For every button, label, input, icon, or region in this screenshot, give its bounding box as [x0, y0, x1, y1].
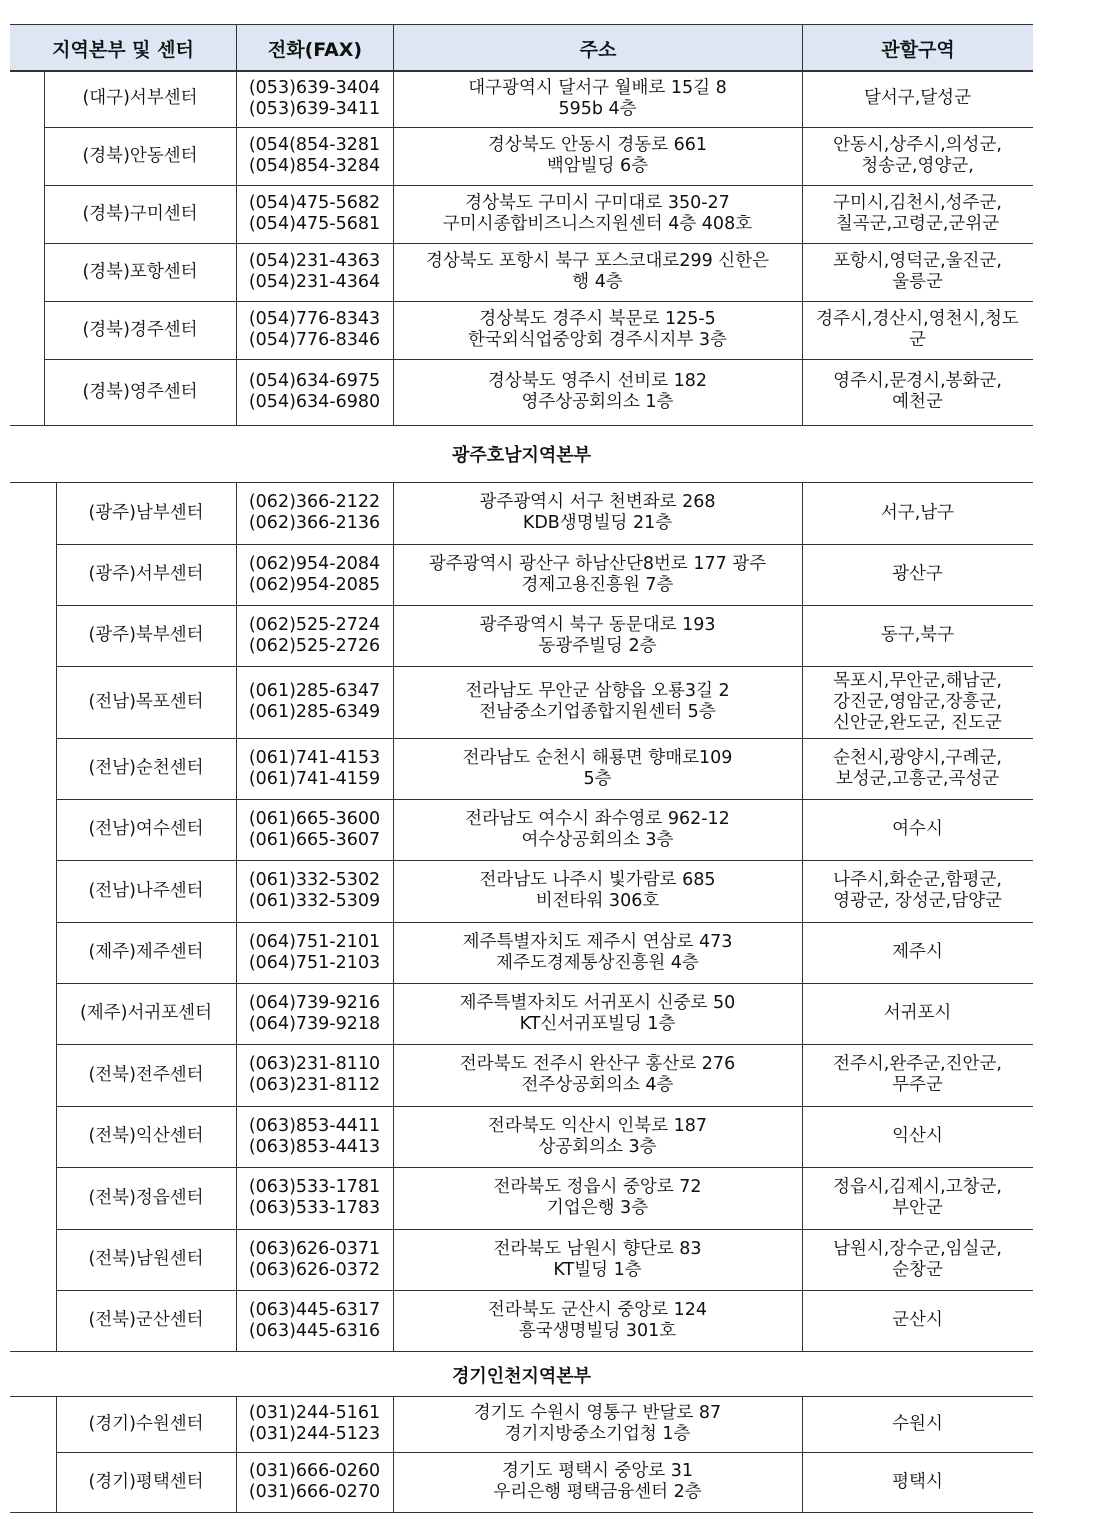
center-phone-line: (062)525-2724 [248, 614, 381, 635]
center-phone [236, 70, 393, 127]
center-name [44, 359, 236, 425]
center-name [56, 1167, 236, 1229]
center-phone-line: (063)533-1781 [248, 1177, 381, 1197]
center-phone [236, 1106, 393, 1167]
center-address [393, 185, 802, 243]
center-name [56, 983, 236, 1044]
center-address [393, 1452, 802, 1512]
center-area-line: 포항시,영덕군,울진군, [833, 251, 1002, 271]
center-phone [236, 1044, 393, 1106]
center-name-line: (제주)서귀포센터 [80, 1003, 212, 1023]
center-phone [236, 359, 393, 425]
center-area [802, 738, 1033, 799]
center-name-line: (경북)영주센터 [82, 381, 198, 402]
center-name [44, 70, 236, 127]
center-phone-line: (054(854-3281 [248, 135, 381, 155]
center-phone [236, 738, 393, 799]
center-phone-line: (061)285-6347 [248, 681, 381, 701]
column-rule [236, 482, 237, 1351]
center-address [393, 482, 802, 544]
center-address-line: KT빌딩 1층 [553, 1259, 642, 1280]
center-phone [236, 1396, 393, 1452]
center-phone-line: (062)366-2136 [248, 513, 381, 533]
center-address-line: 제주특별자치도 제주시 연삼로 473 [462, 931, 733, 952]
center-name [44, 185, 236, 243]
center-phone-line: (054)776-8343 [248, 309, 381, 329]
table-header [10, 24, 1033, 72]
center-address [393, 922, 802, 983]
center-name-line: (대구)서부센터 [82, 88, 198, 108]
center-area-line: 전주시,완주군,진안군, [833, 1054, 1002, 1074]
center-address [393, 1044, 802, 1106]
center-area [802, 301, 1033, 359]
center-address-line: 경상북도 포항시 북구 포스코대로299 신한은 [425, 251, 770, 271]
indent-rule [56, 482, 57, 1351]
center-phone [236, 1229, 393, 1290]
center-phone-line: (064)739-9216 [248, 992, 381, 1013]
center-address-line: 경기지방중소기업청 1층 [504, 1424, 691, 1444]
center-area-line: 제주시 [892, 942, 943, 962]
center-address-line: 5층 [583, 768, 612, 789]
center-phone-line: (031)666-0270 [248, 1482, 381, 1502]
center-address-line: 광주광역시 북구 동문대로 193 [479, 614, 716, 635]
center-phone-line: (031)666-0260 [248, 1461, 381, 1481]
center-address-line: 광주광역시 광산구 하남산단8번로 177 광주 [428, 553, 767, 574]
center-area-line: 남원시,장수군,임실군, [833, 1238, 1002, 1259]
column-rule [393, 1396, 394, 1512]
center-name-line: (전북)전주센터 [88, 1064, 204, 1085]
center-address-line: 전남중소기업종합지원센터 5층 [479, 702, 716, 722]
center-area [802, 482, 1033, 544]
center-area [802, 243, 1033, 301]
center-name-line: (전북)군산센터 [88, 1310, 204, 1330]
center-address-line: 경상북도 구미시 구미대로 350-27 [465, 193, 730, 213]
center-address-line: 전라남도 순천시 해룡면 향매로109 [462, 747, 733, 768]
center-phone-line: (054)231-4363 [248, 251, 381, 271]
center-address-line: 전라남도 나주시 빛가람로 685 [479, 870, 716, 890]
center-address-line: 전라북도 전주시 완산구 홍산로 276 [459, 1054, 736, 1074]
center-phone-line: (053)639-3411 [248, 98, 381, 119]
header-center: 지역본부 및 센터 [52, 38, 194, 61]
center-phone [236, 301, 393, 359]
center-area-line: 영주시,문경시,봉화군, [833, 371, 1002, 391]
center-phone-line: (061)332-5302 [248, 870, 381, 890]
center-phone-line: (054)475-5682 [248, 193, 381, 213]
center-name-line: (전남)여수센터 [88, 819, 204, 839]
header-area: 관할구역 [802, 25, 1033, 71]
center-phone-line: (031)244-5123 [248, 1424, 381, 1444]
center-phone [236, 243, 393, 301]
center-phone-line: (054)634-6980 [248, 392, 381, 412]
center-address-line: 경기도 평택시 중앙로 31 [501, 1461, 694, 1481]
center-phone-line: (062)954-2085 [248, 574, 381, 595]
column-rule [802, 482, 803, 1351]
center-area-line: 경주시,경산시,영천시,청도 [816, 309, 1019, 329]
center-address-line: 전라북도 익산시 인북로 187 [487, 1115, 708, 1136]
center-address [393, 301, 802, 359]
center-area [802, 70, 1033, 127]
center-phone [236, 185, 393, 243]
center-address-line: 대구광역시 달서구 월배로 15길 8 [468, 77, 727, 98]
center-phone-line: (054)231-4364 [248, 272, 381, 292]
center-address [393, 666, 802, 738]
center-phone-line: (061)332-5309 [248, 891, 381, 911]
center-name-line: (전남)순천센터 [88, 758, 204, 778]
center-name [56, 799, 236, 860]
center-phone [236, 605, 393, 666]
center-phone-line: (063)445-6317 [248, 1299, 381, 1320]
center-phone-line: (063)445-6316 [248, 1320, 381, 1341]
center-address-line: 경기도 수원시 영통구 반달로 87 [473, 1403, 722, 1423]
center-address-line: 행 4층 [572, 272, 623, 292]
center-name-line: (경기)평택센터 [88, 1471, 204, 1492]
center-area-line: 군산시 [892, 1310, 943, 1330]
center-phone-line: (054)776-8346 [248, 330, 381, 350]
center-name [56, 1044, 236, 1106]
center-address-line: 제주특별자치도 서귀포시 신중로 50 [459, 992, 736, 1013]
center-phone-line: (064)739-9218 [248, 1013, 381, 1034]
center-phone [236, 1290, 393, 1351]
center-name [44, 301, 236, 359]
center-name-line: (전북)익산센터 [88, 1126, 204, 1146]
region-title: 경기인천지역본부 [451, 1365, 592, 1387]
center-name [44, 127, 236, 185]
center-name [56, 1452, 236, 1512]
center-address-line: 제주도경제통상진흥원 4층 [496, 952, 699, 973]
center-area-line: 수원시 [892, 1413, 943, 1434]
center-area-line: 익산시 [892, 1126, 943, 1146]
center-address-line: 우리은행 평택금융센터 2층 [493, 1482, 702, 1502]
center-phone-line: (061)285-6349 [248, 702, 381, 722]
center-phone-line: (054)634-6975 [248, 371, 381, 391]
center-phone-line: (053)639-3404 [248, 77, 381, 98]
center-phone-line: (063)853-4413 [248, 1136, 381, 1157]
column-rule [236, 70, 237, 425]
indent-rule [56, 1396, 57, 1512]
header-address: 주소 [393, 25, 802, 71]
center-address-line: 영주상공회의소 1층 [521, 392, 674, 412]
center-area-line: 목포시,무안군,해남군, [833, 670, 1002, 691]
center-address [393, 983, 802, 1044]
center-phone-line: (063)626-0371 [248, 1238, 381, 1259]
center-phone-line: (061)665-3607 [248, 829, 381, 850]
center-area [802, 359, 1033, 425]
center-name-line: (경북)안동센터 [82, 145, 198, 166]
center-address-line: 전주상공회의소 4층 [521, 1075, 674, 1095]
center-phone-line: (063)231-8110 [248, 1054, 381, 1074]
center-area-line: 동구,북구 [880, 625, 955, 645]
center-area [802, 1396, 1033, 1452]
center-address-line: 구미시종합비즈니스지원센터 4층 408호 [442, 214, 753, 234]
center-area-line: 순창군 [892, 1259, 943, 1280]
center-phone [236, 922, 393, 983]
center-address-line: 595b 4층 [558, 98, 637, 119]
center-phone [236, 860, 393, 922]
center-name-line: (광주)북부센터 [88, 625, 204, 645]
center-phone [236, 1452, 393, 1512]
center-name [56, 666, 236, 738]
center-area [802, 185, 1033, 243]
center-address-line: 전라북도 정읍시 중앙로 72 [493, 1177, 702, 1197]
center-area-line: 청송군,영양군, [861, 156, 974, 176]
center-name [56, 544, 236, 605]
center-phone-line: (061)665-3600 [248, 808, 381, 829]
center-name-line: (전남)목포센터 [88, 691, 204, 712]
center-name [56, 1106, 236, 1167]
center-area [802, 922, 1033, 983]
center-name [44, 243, 236, 301]
center-name-line: (경북)구미센터 [82, 203, 198, 224]
center-address-line: 기업은행 3층 [546, 1198, 649, 1218]
center-area-line: 칠곡군,고령군,군위군 [835, 214, 1000, 234]
center-phone [236, 1167, 393, 1229]
center-address [393, 1290, 802, 1351]
center-name [56, 1290, 236, 1351]
column-rule [393, 482, 394, 1351]
center-area-line: 예천군 [892, 392, 943, 412]
center-area-line: 나주시,화순군,함평군, [833, 870, 1002, 890]
center-name-line: (전북)남원센터 [88, 1249, 204, 1269]
center-area [802, 1452, 1033, 1512]
center-area-line: 무주군 [892, 1075, 943, 1095]
center-address-line: 경제고용진흥원 7층 [521, 574, 674, 595]
center-phone [236, 666, 393, 738]
center-phone-line: (054)854-3284 [248, 156, 381, 176]
center-name-line: (전북)정읍센터 [88, 1187, 204, 1208]
center-address-line: 전라북도 남원시 향단로 83 [493, 1238, 702, 1259]
center-area-line: 서귀포시 [883, 1003, 952, 1023]
center-name [56, 482, 236, 544]
row-separator [10, 1351, 1033, 1352]
center-address-line: 백암빌딩 6층 [546, 156, 649, 176]
center-area-line: 울릉군 [892, 272, 943, 292]
center-name-line: (제주)제주센터 [88, 942, 204, 962]
column-rule [802, 1396, 803, 1512]
center-area-line: 광산구 [892, 564, 943, 584]
center-address [393, 605, 802, 666]
center-name [56, 1229, 236, 1290]
center-area-line: 군 [909, 330, 926, 350]
center-name-line: (경기)수원센터 [88, 1413, 204, 1434]
center-address [393, 1106, 802, 1167]
center-area [802, 127, 1033, 185]
center-area [802, 1167, 1033, 1229]
center-address-line: 흥국생명빌딩 301호 [518, 1320, 677, 1341]
center-name [56, 738, 236, 799]
center-name-line: (경북)포항센터 [82, 261, 198, 282]
indent-rule [44, 70, 45, 425]
center-phone-line: (064)751-2101 [248, 931, 381, 952]
center-phone-line: (064)751-2103 [248, 952, 381, 973]
center-phone [236, 799, 393, 860]
center-address-line: KDB생명빌딩 21층 [522, 513, 673, 533]
center-area-line: 여수시 [892, 819, 943, 839]
center-address-line: 경상북도 영주시 선비로 182 [487, 371, 708, 391]
center-phone-line: (063)533-1783 [248, 1198, 381, 1218]
center-area-line: 서구,남구 [880, 502, 955, 523]
column-rule [236, 1396, 237, 1512]
center-address [393, 799, 802, 860]
center-area-line: 안동시,상주시,의성군, [833, 135, 1002, 155]
center-phone-line: (062)525-2726 [248, 635, 381, 656]
center-area-line: 강진군,영암군,장흥군, [833, 691, 1002, 712]
center-area [802, 1229, 1033, 1290]
center-area [802, 860, 1033, 922]
center-area [802, 666, 1033, 738]
center-address-line: 전라남도 여수시 좌수영로 962-12 [465, 808, 730, 829]
center-area-line: 정읍시,김제시,고창군, [833, 1177, 1002, 1197]
center-name [56, 1396, 236, 1452]
column-rule [802, 70, 803, 425]
center-area [802, 605, 1033, 666]
center-name [56, 922, 236, 983]
center-phone-line: (062)954-2084 [248, 553, 381, 574]
center-phone-line: (062)366-2122 [248, 492, 381, 512]
center-name-line: (전남)나주센터 [88, 880, 204, 901]
center-area-line: 영광군, 장성군,담양군 [833, 891, 1002, 911]
center-area-line: 평택시 [892, 1471, 943, 1492]
center-phone [236, 983, 393, 1044]
center-address [393, 1396, 802, 1452]
center-area-line: 보성군,고흥군,곡성군 [835, 768, 1000, 789]
center-address-line: 경상북도 경주시 북문로 125-5 [479, 309, 716, 329]
center-area [802, 544, 1033, 605]
center-phone-line: (063)853-4411 [248, 1115, 381, 1136]
center-address-line: 한국외식업중앙회 경주시지부 3층 [468, 330, 727, 350]
center-address-line: 전라남도 무안군 삼향읍 오룡3길 2 [465, 681, 730, 701]
center-phone-line: (031)244-5161 [248, 1403, 381, 1423]
center-phone-line: (061)741-4153 [248, 747, 381, 768]
center-area [802, 983, 1033, 1044]
center-address [393, 243, 802, 301]
center-phone-line: (061)741-4159 [248, 768, 381, 789]
center-address-line: 비전타워 306호 [535, 891, 660, 911]
center-area-line: 순천시,광양시,구례군, [833, 747, 1002, 768]
center-area [802, 1106, 1033, 1167]
center-address [393, 70, 802, 127]
center-phone-line: (054)475-5681 [248, 214, 381, 234]
center-address [393, 359, 802, 425]
center-area [802, 1044, 1033, 1106]
center-address [393, 127, 802, 185]
center-name-line: (경북)경주센터 [82, 319, 198, 340]
center-area-line: 달서구,달성군 [864, 88, 971, 108]
center-address [393, 860, 802, 922]
center-phone-line: (063)231-8112 [248, 1075, 381, 1095]
column-rule [393, 70, 394, 425]
center-name [56, 605, 236, 666]
center-area [802, 799, 1033, 860]
center-address-line: 광주광역시 서구 천변좌로 268 [479, 492, 716, 512]
center-address-line: 상공회의소 3층 [538, 1136, 657, 1157]
center-address-line: KT신서귀포빌딩 1층 [519, 1013, 676, 1034]
center-phone [236, 127, 393, 185]
center-address [393, 1229, 802, 1290]
center-phone-line: (063)626-0372 [248, 1259, 381, 1280]
center-address [393, 1167, 802, 1229]
center-address-line: 여수상공회의소 3층 [521, 829, 674, 850]
center-address-line: 전라북도 군산시 중앙로 124 [487, 1299, 708, 1320]
center-name-line: (광주)서부센터 [88, 564, 204, 584]
center-name [56, 860, 236, 922]
center-phone [236, 544, 393, 605]
center-area-line: 신안군,완도군, 진도군 [833, 712, 1002, 733]
center-phone [236, 482, 393, 544]
header-phone: 전화(FAX) [236, 25, 393, 71]
center-area-line: 구미시,김천시,성주군, [833, 193, 1002, 213]
center-area-line: 부안군 [892, 1198, 943, 1218]
center-address-line: 경상북도 안동시 경동로 661 [487, 135, 708, 155]
center-name-line: (광주)남부센터 [88, 502, 204, 523]
center-address-line: 동광주빌딩 2층 [538, 635, 657, 656]
center-address [393, 544, 802, 605]
center-address [393, 738, 802, 799]
region-title: 광주호남지역본부 [451, 444, 592, 466]
center-area [802, 1290, 1033, 1351]
